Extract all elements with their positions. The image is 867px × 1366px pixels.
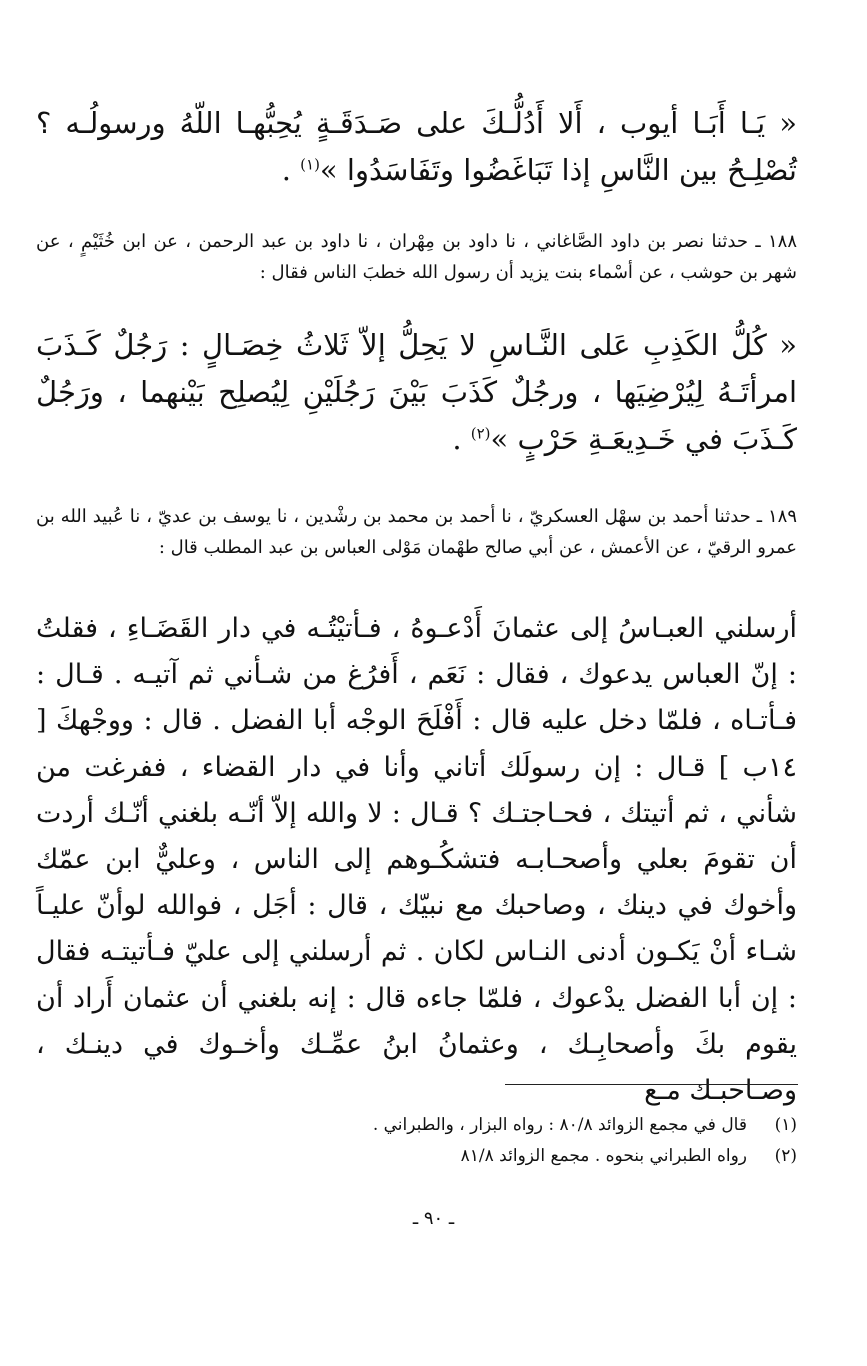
footnote-1	[200, 1110, 797, 1141]
hadith-quote-2	[36, 322, 797, 463]
hadith-quote-1-tail: .	[281, 153, 301, 187]
page-number: ـ ٩٠ ـ	[412, 1208, 455, 1229]
hadith-quote-1-text: « يَـا أَبَـا أيوب ، أَلا أَدُلُّـكَ على صَـدَقَـةٍ يُحِبُّهـا اللّهُ ورسولُـه ؟ تُصْلِـحُ بين النَّاسِ إذا تَبَاغَضُوا وتَفَاسَدُوا »	[36, 106, 797, 187]
footnote-ref-2: (٢)	[470, 424, 491, 443]
hadith-quote-2-text: « كُلُّ الكَذِبِ عَلى النَّـاسِ لا يَحِلُّ إلاّ ثَلاثُ خِصَـالٍ : رَجُلٌ كَـذَبَ امرأتَـهُ لِيُرْضِيَها ، ورجُلٌ كَذَبَ بَيْنَ رَجُلَيْنِ لِيُصلِح بَيْنهما ، ورَجُلٌ كَـذَبَ في خَـدِيعَـةِ حَرْبٍ »	[36, 328, 797, 456]
footnote-divider	[505, 1084, 798, 1085]
footnotes	[200, 1110, 797, 1172]
footnote-1-text: قال في مجمع الزوائد ٨٠/٨ : رواه البزار ، والطبراني .	[372, 1115, 747, 1135]
hadith-quote-2-tail: .	[452, 422, 471, 456]
narrative-text: أرسلني العبـاسُ إلى عثمانَ أَدْعـوهُ ، فـأتيْتُـه في دار القَضَـاءِ ، فقلتُ : إنّ العباس يدعوك ، فقال : نَعَم ، أَفرُغ من شـأني ثم آتيـه . قـال : فـأتـاه ، فلمّا دخل عليه قال : أَفْلَحَ الوجْه أبا الفضل . قال : ووجْهكَ [ ١٤ب ] قـال : إن رسولَك أتاني وأنا في دار القضاء ، ففرغت من شأني ، ثم أتيتك ، فحـاجتـك ؟ قـال : لا والله إلاّ أنّـه بلغني أنّـك أردت أن تقومَ بعلي وأصحـابـه فتشكُـوهم إلى الناس ، وعليٌّ ابن عمّك وأخوك في دينك ، وصاحبك مع نبيّك ، قال : أجَل ، فوالله لوأنّ عليـاً شـاء أنْ يَكـون أدنى النـاس لكان . ثم أرسلني إلى عليّ فـأتيتـه فقال : إن أبا الفضل يدْعوك ، فلمّا جاءه قال : إنه بلغني أن عثمان أَراد أن يقوم بكَ وأصحابِـك ، وعثمانُ ابنُ عمِّـك وأخـوك في دينـك ، وصـاحبـك مـع	[36, 613, 797, 1107]
hadith-quote-1	[36, 100, 797, 194]
footnote-1-number: (١)	[774, 1115, 797, 1135]
isnad-189: ١٨٩ ـ حدثنا أحمد بن سهْل العسكريّ ، نا أحمد بن محمد بن رشْدين ، نا يوسف بن عديّ ، نا عُبيد الله بن عمرو الرقيّ ، عن الأعمش ، عن أبي صالح طهْمان مَوْلى العباس بن عبد المطلب قال :	[36, 506, 797, 558]
footnote-ref-1: (١)	[300, 155, 320, 174]
footnote-2-text: رواه الطبراني بنحوه . مجمع الزوائد ٨١/٨	[460, 1146, 747, 1166]
footnote-2	[200, 1141, 797, 1172]
isnad-188: ١٨٨ ـ حدثنا نصر بن داود الصَّاغاني ، نا داود بن مِهْران ، نا داود بن عبد الرحمن ، عن ابن خُثَيْمٍ ، عن شهر بن حوشب ، عن أسْماء بنت يزيد أن رسول الله خطبَ الناس فقال :	[36, 231, 797, 283]
footnote-2-number: (٢)	[774, 1146, 797, 1166]
